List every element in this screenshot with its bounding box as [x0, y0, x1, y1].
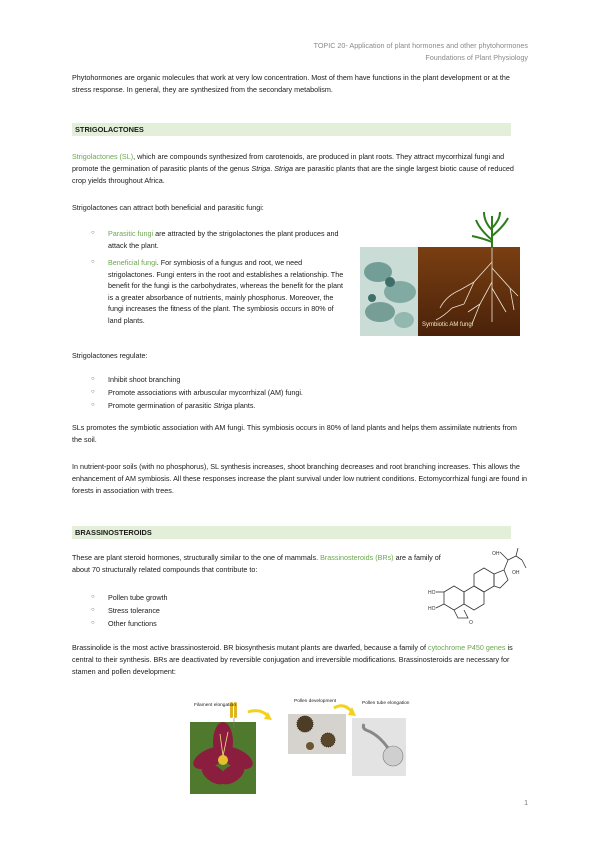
stamen-pollen-figure [188, 694, 420, 796]
term-beneficial-fungi: Beneficial fungi [108, 258, 157, 267]
pollen-photo [288, 714, 346, 754]
document-page: TOPIC 20- Application of plant hormones and other phytohormones Foundations of Plant Physiology Phytohormones are organic molecules that work at very low concentration. Most of them have functions in the plant development or at the stress response. In general, they are synthesized from the secondary metabolism. STRIGOLACTONES Strigolactones (SL), which are compounds synthesized from carotenoids, are produced in plant roots. They attract mycorrhizal fungi and promote the germination of parasitic plants of the genus Striga. Striga are parasitic plants that are the single largest biotic cause of reduced crop yields throughout Africa. Strigolactones can attract both beneficial and parasitic fungi: ○ Parasitic fungi are attracted by the strigolactones the plant produces and attack the plant. ○ Beneficial fungi. For symbiosis of a fungus and root, we need strigolactones. Fungi enters in the root and establishes a relationship. The benefit for the fungi is the carbohydrates, whereas the benefit for the plant is a greater absorbance of nutrients, mainly phosphorus. Moreover, the fungi increases the fitness of the plant. The symbiosis occurs in 80% of land plants. Symbiotic AM fungi Strigolactones regulate: ○ Inhibit shoot branching ○ Promote associations with arbuscular mycorrhizal (AM) fungi. ○ Promote germination of parasitic Striga plants. SLs promotes the symbiotic association with AM fungi. This symbiosis occurs in 80% of land plants and helps them assimilate nutrients from the soil. In nutrient-poor soils (with no phosphorus), SL synthesis increases, shoot branching decreases and root branching increases. This allows the enhancement of AM symbiosis. All these responses increase the plant survival under low nutrient conditions. Ectomycorrhizal fungi are found in forests in association with trees. BRASSINOSTEROIDS These are plant steroid hormones, structurally similar to the one of mammals. Brassinosteroids (BRs) are a family of about 70 structurally related compounds that contribute to: OH OH HO HO O ○ Pollen tube growth ○ Stress tolerance ○ Other functions Brassinolide is the most active brassinosteroid. BR biosynthesis mutant plants are dwarfed, because a family of cytochrome P450 genes is central to their synthesis. BRs are deactivated by reversible conjugation and irreversible modifications. Brassinosteroids are necessary for stamen and pollen development: Filament elongation Pollen development Pollen tube elongation 1 [72, 41, 528, 807]
term-brassinosteroids: Brassinosteroids (BRs) [320, 553, 394, 562]
term-parasitic-fungi: Parasitic fungi [108, 229, 154, 238]
label-pollen-tube: Pollen tube elongation [362, 701, 410, 706]
term-cytochrome-p450: cytochrome P450 genes [427, 643, 506, 652]
header-course: Foundations of Plant Physiology [425, 53, 528, 62]
strigolactones-intro-paragraph: Strigolactones (SL), which are compounds synthesized from carotenoids, are produced in plant roots. They attract mycorrhizal fungi and promote the germination of parasitic plants of the genus Striga. Striga are parasitic plants that are the single largest biotic cause of reduced crop yields throughout Africa. [72, 152, 514, 185]
figure-label-am-fungi: Symbiotic AM fungi [422, 322, 474, 328]
bullet-circle-icon: ○ [91, 376, 95, 382]
bullet-circle-icon: ○ [91, 607, 95, 613]
regulate-intro: Strigolactones regulate: [72, 351, 148, 360]
chem-label-oh-top: OH [492, 551, 500, 557]
bullet-circle-icon: ○ [91, 389, 95, 395]
bullet-circle-icon: ○ [91, 402, 95, 408]
brassinolide-paragraph: Brassinolide is the most active brassinosteroid. BR biosynthesis mutant plants are dwarfed, because a family of cytochrome P450 genes is central to their synthesis. BRs are deactivated by reversible conjugation and irreversible modifications. Brassinosteroids are necessary for stamen and pollen development: [72, 643, 513, 676]
bullet-circle-icon: ○ [91, 259, 95, 265]
am-symbiosis-paragraph: SLs promotes the symbiotic association with AM fungi. This symbiosis occurs in 80% of land plants and helps them assimilate nutrients from the soil. [72, 423, 517, 444]
label-pollen: Pollen development [294, 699, 337, 704]
brassinosteroids-intro-paragraph: These are plant steroid hormones, structurally similar to the one of mammals. Brassinosteroids (BRs) are a family of about 70 structurally related compounds that contribute to: [72, 553, 441, 574]
fungi-intro: Strigolactones can attract both beneficial and parasitic fungi: [72, 203, 264, 212]
page-number: 1 [524, 800, 528, 807]
bullet-circle-icon: ○ [91, 594, 95, 600]
nutrient-poor-paragraph: In nutrient-poor soils (with no phosphorus), SL synthesis increases, shoot branching decreases and root branching increases. This allows the enhancement of AM symbiosis. All these responses increase the plant survival under low nutrient conditions. Ectomycorrhizal fungi are found in forests in association with trees. [72, 462, 528, 495]
bullet-circle-icon: ○ [91, 620, 95, 626]
section-header-strigolactones: STRIGOLACTONES [72, 123, 511, 136]
plant-shoot [472, 212, 508, 248]
term-strigolactones: Strigolactones (SL) [72, 152, 134, 161]
chem-label-ho-lower: HO [428, 606, 436, 612]
section-header-brassinosteroids: BRASSINOSTEROIDS [72, 526, 511, 539]
header-topic: TOPIC 20- Application of plant hormones and other phytohormones [313, 41, 528, 50]
label-filament: Filament elongation [194, 703, 236, 708]
chem-label-oh-right: OH [512, 570, 520, 576]
mycorrhiza-figure [360, 212, 520, 336]
brassinolide-structure [428, 548, 528, 626]
chem-label-o: O [469, 620, 473, 626]
arrow-icon [248, 711, 268, 716]
chem-label-ho-upper: HO [428, 590, 436, 596]
bullet-circle-icon: ○ [91, 230, 95, 236]
arrow-icon [334, 706, 352, 712]
intro-paragraph: Phytohormones are organic molecules that work at very low concentration. Most of them have functions in the plant development or at the stress response. In general, they are synthesized from the secondary metabolism. [72, 73, 510, 94]
